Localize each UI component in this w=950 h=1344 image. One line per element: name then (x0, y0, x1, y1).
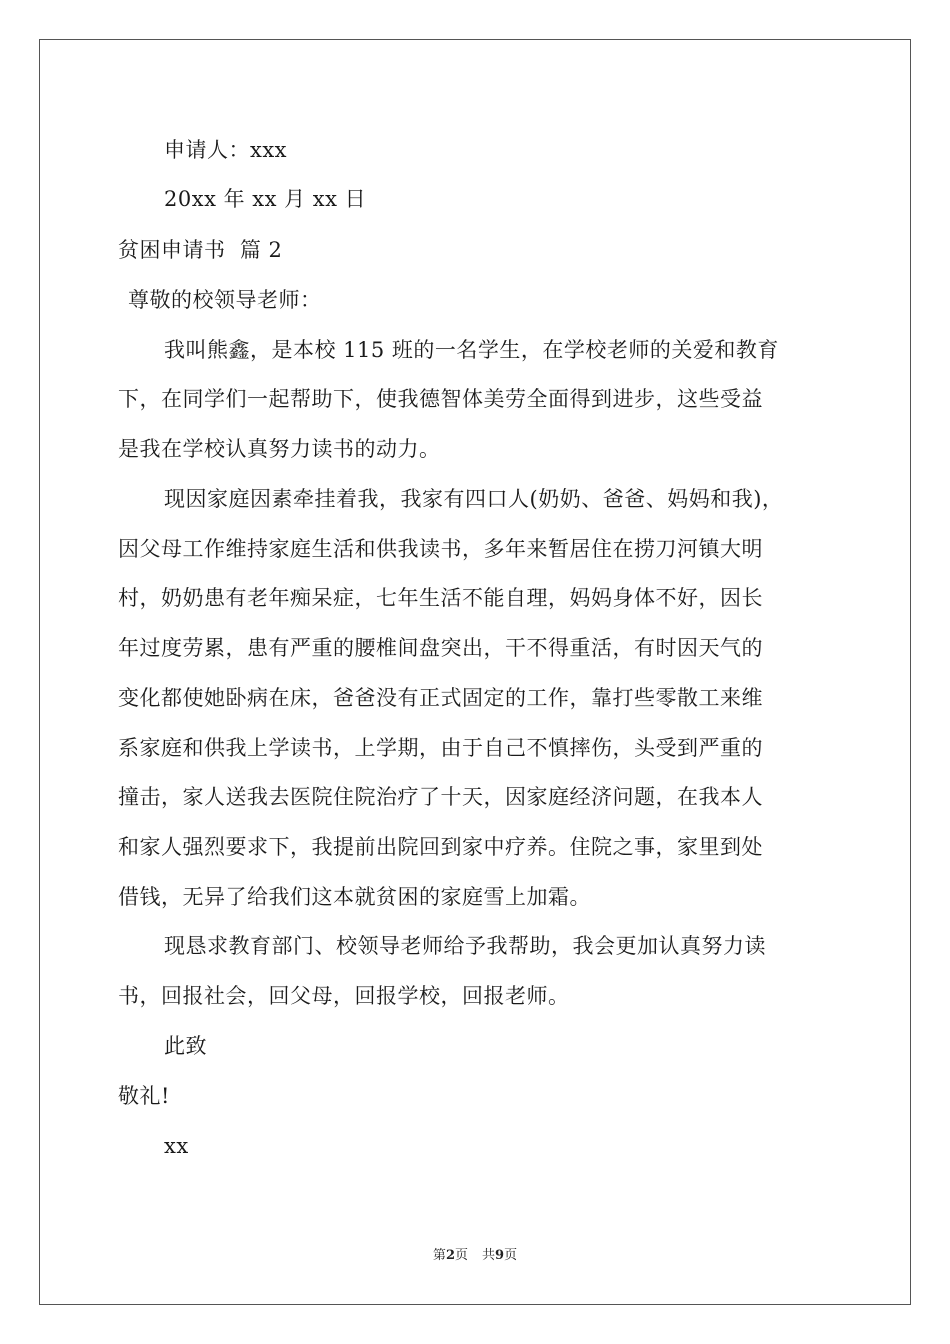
section-title: 贫困申请书 篇 2 (118, 238, 283, 262)
applicant-line: 申请人：xxx (164, 138, 288, 162)
page-frame (39, 39, 911, 1305)
closing-1: 此致 (164, 1034, 207, 1058)
closing-2: 敬礼! (118, 1084, 170, 1108)
paragraph-1-line-2: 下，在同学们一起帮助下，使我德智体美劳全面得到进步，这些受益 (118, 387, 763, 411)
paragraph-2-line-2: 因父母工作维持家庭生活和供我读书，多年来暂居住在捞刀河镇大明 (118, 537, 763, 561)
signature: xx (164, 1134, 189, 1158)
footer-prefix: 第 (432, 1248, 446, 1263)
paragraph-3-line-2: 书，回报社会，回父母，回报学校，回报老师。 (118, 984, 570, 1008)
paragraph-2-line-3: 村，奶奶患有老年痴呆症，七年生活不能自理，妈妈身体不好，因长 (118, 586, 763, 610)
footer-page-word: 页 (454, 1248, 468, 1263)
footer-total-suffix: 页 (504, 1248, 518, 1263)
paragraph-2-line-6: 系家庭和供我上学读书，上学期，由于自己不慎摔伤，头受到严重的 (118, 736, 763, 760)
salutation: 尊敬的校领导老师： (128, 288, 322, 312)
paragraph-2-line-8: 和家人强烈要求下，我提前出院回到家中疗养。住院之事，家里到处 (118, 835, 763, 859)
paragraph-2-line-9: 借钱，无异了给我们这本就贫困的家庭雪上加霜。 (118, 885, 591, 909)
paragraph-1-line-3: 是我在学校认真努力读书的动力。 (118, 437, 441, 461)
paragraph-3-line-1: 现恳求教育部门、校领导老师给予我帮助，我会更加认真努力读 (164, 934, 766, 958)
paragraph-2-line-5: 变化都使她卧病在床，爸爸没有正式固定的工作，靠打些零散工来维 (118, 686, 763, 710)
page-footer (0, 1247, 950, 1265)
footer-total-prefix: 共 (482, 1248, 496, 1263)
paragraph-2-line-4: 年过度劳累，患有严重的腰椎间盘突出，干不得重活，有时因天气的 (118, 636, 763, 660)
paragraph-1-line-1: 我叫熊鑫，是本校 115 班的一名学生，在学校老师的关爱和教育 (164, 338, 779, 362)
date-line: 20xx 年 xx 月 xx 日 (164, 187, 367, 211)
paragraph-2-line-1: 现因家庭因素牵挂着我，我家有四口人(奶奶、爸爸、妈妈和我)， (164, 487, 784, 511)
footer-total-pages: 9 (495, 1248, 505, 1263)
paragraph-2-line-7: 撞击，家人送我去医院住院治疗了十天，因家庭经济问题，在我本人 (118, 785, 763, 809)
footer-current-page: 2 (445, 1248, 455, 1263)
